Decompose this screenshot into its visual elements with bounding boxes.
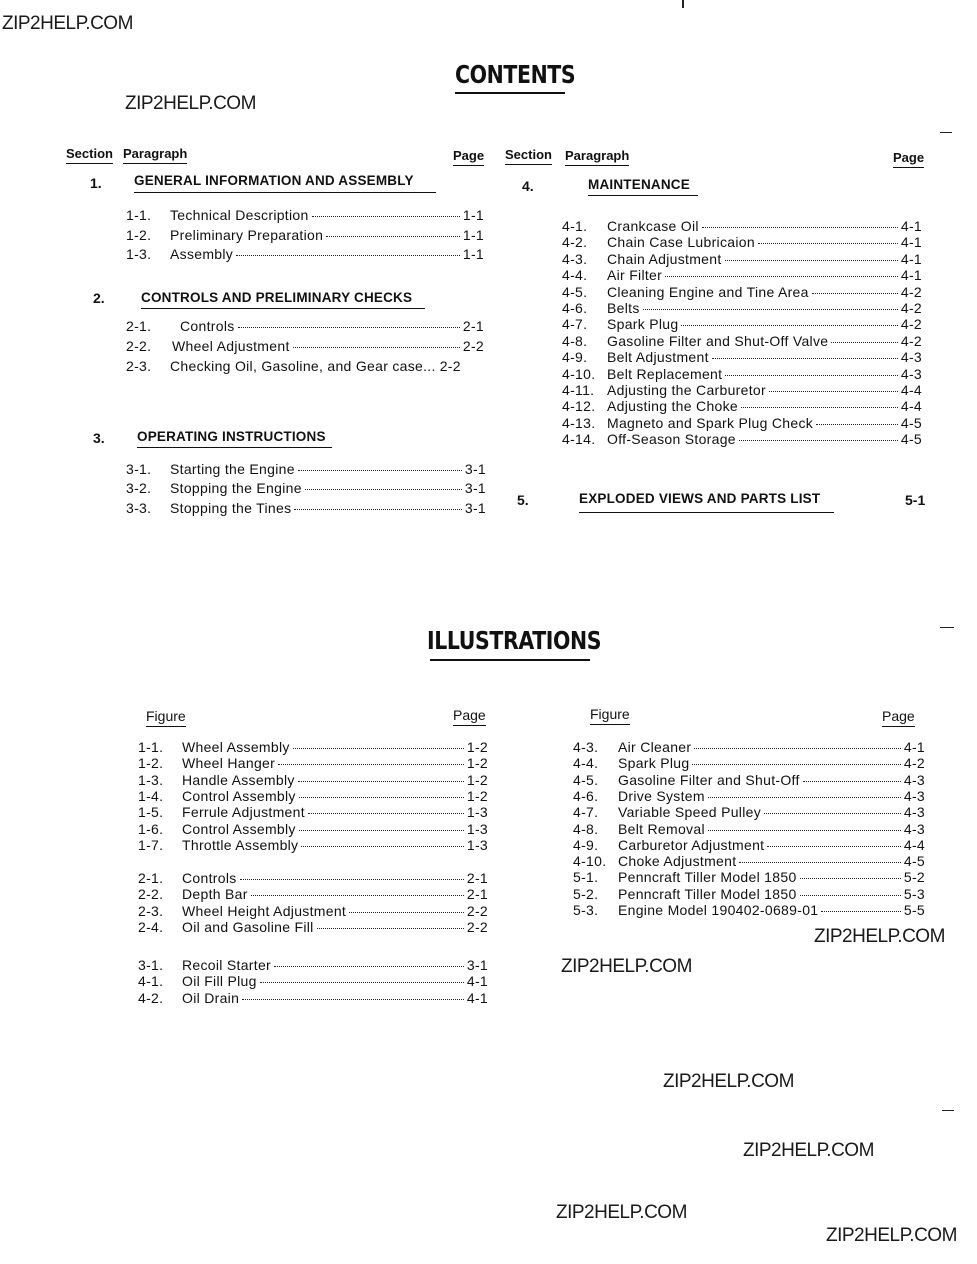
toc-row[interactable] (573, 755, 925, 771)
toc-row[interactable] (562, 267, 922, 283)
dot-leader (293, 347, 460, 348)
row-page: 4-3 (903, 804, 925, 821)
row-label: Checking Oil, Gasoline, and Gear case... (170, 358, 436, 374)
row-label: Crankcase Oil (607, 218, 699, 234)
dot-leader (739, 440, 898, 441)
dot-leader (305, 489, 462, 490)
toc-row[interactable] (562, 415, 922, 431)
row-number: 4-10. (562, 365, 596, 382)
row-number: 3-1. (126, 461, 152, 477)
section-title: OPERATING INSTRUCTIONS (137, 429, 326, 444)
dot-leader (312, 216, 460, 217)
row-number: 2-3. (126, 358, 152, 374)
row-label: Engine Model 190402-0689-01 (618, 902, 819, 918)
toc-row[interactable] (138, 903, 488, 919)
section-header-right: Section (505, 147, 552, 165)
watermark: ZIP2HELP.COM (826, 1225, 957, 1246)
dot-leader (298, 470, 462, 471)
toc-row[interactable] (562, 251, 922, 267)
section-title: MAINTENANCE (588, 177, 690, 192)
row-number: 1-1. (138, 739, 164, 755)
row-number: 4-7. (573, 804, 599, 821)
row-page: 4-5 (900, 414, 922, 431)
dot-leader (299, 830, 464, 831)
title-underline (430, 659, 590, 661)
row-page: 1-2 (466, 739, 488, 755)
toc-row[interactable] (138, 821, 488, 837)
row-number: 4-14. (562, 431, 596, 448)
toc-row[interactable] (573, 869, 925, 885)
dot-leader (708, 797, 901, 798)
dot-leader (767, 846, 900, 847)
toc-row[interactable] (126, 338, 484, 354)
row-label: Oil and Gasoline Fill (182, 918, 314, 935)
dot-leader (326, 236, 460, 237)
dot-leader (725, 375, 898, 376)
toc-row[interactable] (573, 886, 925, 902)
row-label: Choke Adjustment (618, 853, 737, 870)
toc-row[interactable] (573, 837, 925, 853)
dot-leader (769, 391, 898, 392)
row-number: 4-2. (562, 234, 588, 251)
row-number: 4-9. (573, 836, 599, 853)
row-label: Air Cleaner (618, 739, 692, 755)
section-number: 1. (90, 175, 102, 191)
toc-row[interactable] (562, 284, 922, 300)
toc-row[interactable] (562, 218, 922, 234)
row-page: 5-3 (903, 885, 925, 902)
section-title: CONTROLS AND PRELIMINARY CHECKS (141, 290, 413, 305)
row-number: 1-5. (138, 804, 164, 821)
toc-row[interactable] (562, 234, 922, 250)
toc-row[interactable] (562, 349, 922, 365)
section-header-left: Section (66, 146, 113, 164)
row-number: 4-1. (562, 218, 588, 234)
row-number: 1-1. (126, 207, 152, 223)
row-page: 4-5 (900, 431, 922, 448)
row-number: 2-2. (138, 886, 164, 903)
row-number: 4-1. (138, 973, 164, 990)
dot-leader (349, 912, 464, 913)
row-number: 4-5. (562, 283, 588, 300)
row-page: 2-1 (466, 886, 488, 903)
row-page: 4-1 (466, 973, 488, 990)
toc-row[interactable] (126, 358, 484, 374)
dot-leader (708, 830, 901, 831)
row-number: 5-2. (573, 885, 599, 902)
section-title: GENERAL INFORMATION AND ASSEMBLY (134, 173, 414, 188)
row-page: 4-3 (900, 365, 922, 382)
toc-row[interactable] (562, 366, 922, 382)
dot-leader (242, 999, 464, 1000)
row-number: 1-2. (138, 755, 164, 772)
row-label: Belt Adjustment (607, 349, 709, 366)
row-page: 4-4 (900, 382, 922, 398)
toc-row[interactable] (138, 739, 488, 755)
row-page: 4-1 (900, 250, 922, 267)
row-page: 1-2 (466, 771, 488, 788)
section-title: EXPLODED VIEWS AND PARTS LIST (579, 491, 821, 506)
dot-leader (692, 764, 900, 765)
row-number: 4-6. (573, 787, 599, 804)
row-number: 1-7. (138, 836, 164, 853)
row-label: Belt Removal (618, 820, 705, 837)
row-page: 4-3 (903, 820, 925, 837)
toc-row[interactable] (126, 500, 486, 516)
row-page: 2-2 (466, 918, 488, 935)
row-number: 4-2. (138, 989, 164, 1006)
dot-leader (317, 928, 464, 929)
row-label: Gasoline Filter and Shut-Off (618, 771, 800, 788)
toc-row[interactable] (138, 990, 488, 1006)
row-number: 3-1. (138, 957, 164, 973)
row-page: 4-3 (900, 349, 922, 366)
row-number: 4-4. (562, 267, 588, 284)
row-page: 4-2 (900, 283, 922, 300)
row-number: 4-8. (573, 820, 599, 837)
dot-leader (251, 895, 464, 896)
toc-row[interactable] (126, 480, 486, 496)
row-page: 2-2 (462, 338, 484, 354)
row-page: 1-1 (462, 207, 484, 223)
dot-leader (831, 342, 898, 343)
paragraph-header-left: Paragraph (123, 146, 187, 164)
row-label: Belts (607, 300, 640, 316)
row-label: Ferrule Adjustment (182, 804, 305, 821)
toc-row[interactable] (138, 957, 488, 973)
section-number: 4. (522, 178, 534, 194)
toc-row[interactable] (562, 398, 922, 414)
row-page: 3-1 (464, 461, 486, 477)
row-page: 4-2 (900, 300, 922, 316)
row-page: 4-5 (903, 853, 925, 870)
toc-row[interactable] (138, 804, 488, 820)
row-label: Assembly (170, 246, 234, 262)
row-number: 3-2. (126, 480, 152, 496)
row-number: 4-12. (562, 398, 596, 415)
row-page: 4-1 (900, 218, 922, 234)
row-number: 2-3. (138, 902, 164, 919)
row-number: 1-3. (126, 246, 152, 262)
toc-row[interactable] (573, 788, 925, 804)
paragraph-header-right: Paragraph (565, 148, 629, 166)
row-number: 5-3. (573, 902, 599, 918)
row-label: Depth Bar (182, 886, 248, 903)
row-page: 1-3 (466, 804, 488, 821)
toc-row[interactable] (126, 227, 484, 243)
dot-leader (681, 325, 897, 326)
row-label: Penncraft Tiller Model 1850 (618, 869, 797, 886)
row-number: 1-6. (138, 820, 164, 837)
scan-mark (942, 1110, 954, 1111)
row-number: 4-10. (573, 853, 607, 870)
page-header-right: Page (882, 708, 915, 727)
row-number: 4-8. (562, 332, 588, 349)
toc-row[interactable] (138, 870, 488, 886)
toc-row[interactable] (138, 788, 488, 804)
toc-row[interactable] (562, 316, 922, 332)
dot-leader (299, 797, 464, 798)
toc-row[interactable] (138, 973, 488, 989)
row-page: 2-2 (439, 358, 461, 374)
row-page: 1-2 (466, 787, 488, 804)
row-label: Adjusting the Choke (607, 398, 739, 415)
row-number: 4-3. (562, 250, 588, 267)
dot-leader (764, 813, 901, 814)
row-page: 4-2 (903, 755, 925, 772)
row-number: 5-1. (573, 869, 599, 886)
toc-row[interactable] (138, 919, 488, 935)
row-label: Chain Adjustment (607, 250, 722, 267)
watermark: ZIP2HELP.COM (556, 1202, 687, 1223)
dot-leader (712, 358, 898, 359)
toc-row[interactable] (573, 739, 925, 755)
row-label: Technical Description (170, 207, 309, 223)
row-number: 4-7. (562, 316, 588, 333)
dot-leader (800, 895, 901, 896)
row-label: Wheel Adjustment (172, 338, 290, 354)
row-number: 2-1. (138, 870, 164, 886)
toc-row[interactable] (573, 772, 925, 788)
watermark: ZIP2HELP.COM (125, 93, 256, 114)
dot-leader (702, 227, 898, 228)
row-number: 4-6. (562, 300, 588, 316)
watermark: ZIP2HELP.COM (814, 926, 945, 947)
row-label: Gasoline Filter and Shut-Off Valve (607, 332, 829, 349)
row-page: 2-2 (466, 902, 488, 919)
dot-leader (800, 878, 901, 879)
row-page: 4-3 (903, 787, 925, 804)
row-number: 4-9. (562, 349, 588, 366)
row-label: Recoil Starter (182, 957, 272, 973)
row-page: 1-3 (466, 820, 488, 837)
dot-leader (816, 424, 898, 425)
row-number: 4-5. (573, 771, 599, 788)
row-label: Throttle Assembly (182, 836, 299, 853)
dot-leader (812, 293, 898, 294)
dot-leader (643, 309, 898, 310)
row-number: 1-3. (138, 771, 164, 788)
toc-row[interactable] (126, 246, 484, 262)
watermark: ZIP2HELP.COM (561, 956, 692, 977)
toc-row[interactable] (573, 902, 925, 918)
row-label: Wheel Hanger (182, 755, 276, 772)
toc-row[interactable] (573, 853, 925, 869)
row-page: 1-2 (466, 755, 488, 772)
toc-row[interactable] (573, 821, 925, 837)
toc-row[interactable] (138, 772, 488, 788)
dot-leader (803, 781, 901, 782)
row-page: 3-1 (464, 480, 486, 496)
page-header-right: Page (893, 150, 924, 168)
row-page: 1-3 (466, 836, 488, 853)
page-header-left: Page (453, 148, 484, 166)
row-number: 4-13. (562, 414, 596, 431)
dot-leader (301, 846, 463, 847)
scan-mark (682, 0, 684, 8)
dot-leader (274, 966, 464, 967)
row-page: 2-1 (462, 318, 484, 334)
watermark: ZIP2HELP.COM (2, 13, 133, 34)
row-label: Carburetor Adjustment (618, 836, 765, 853)
row-page: 3-1 (466, 957, 488, 973)
scan-mark (940, 627, 954, 628)
row-label: Controls (180, 318, 235, 334)
dot-leader (694, 748, 901, 749)
row-label: Cleaning Engine and Tine Area (607, 283, 809, 300)
row-label: Chain Case Lubricaion (607, 234, 755, 251)
row-label: Wheel Assembly (182, 739, 290, 755)
dot-leader (278, 764, 464, 765)
row-page: 3-1 (464, 500, 486, 516)
dot-leader (821, 911, 900, 912)
contents-title: CONTENTS (455, 60, 576, 89)
row-label: Control Assembly (182, 787, 296, 804)
row-page: 4-1 (466, 989, 488, 1006)
row-label: Starting the Engine (170, 461, 295, 477)
row-number: 2-1. (126, 318, 152, 334)
toc-row[interactable] (573, 804, 925, 820)
dot-leader (298, 781, 464, 782)
dot-leader (758, 243, 898, 244)
row-page: 5-5 (903, 902, 925, 918)
toc-row[interactable] (138, 886, 488, 902)
row-page: 4-3 (903, 771, 925, 788)
row-label: Wheel Height Adjustment (182, 902, 347, 919)
section-number: 5. (517, 492, 529, 508)
row-page: 4-1 (903, 739, 925, 755)
row-page: 4-2 (900, 332, 922, 349)
row-label: Belt Replacement (607, 365, 723, 382)
row-page: 5-2 (903, 869, 925, 886)
row-label: Spark Plug (618, 755, 690, 772)
row-number: 2-4. (138, 918, 164, 935)
row-number: 1-4. (138, 787, 164, 804)
row-label: Variable Speed Pulley (618, 804, 762, 821)
watermark: ZIP2HELP.COM (663, 1071, 794, 1092)
row-page: 4-2 (900, 316, 922, 333)
row-label: Penncraft Tiller Model 1850 (618, 885, 797, 902)
watermark: ZIP2HELP.COM (743, 1140, 874, 1161)
row-label: Controls (182, 870, 237, 886)
dot-leader (294, 509, 461, 510)
row-label: Handle Assembly (182, 771, 295, 788)
row-label: Adjusting the Carburetor (607, 382, 766, 398)
section-number: 3. (93, 430, 105, 446)
scan-mark (940, 132, 952, 133)
toc-row[interactable] (138, 755, 488, 771)
toc-row[interactable] (562, 382, 922, 398)
row-page: 1-1 (462, 246, 484, 262)
row-label: Drive System (618, 787, 705, 804)
row-number: 4-11. (562, 382, 595, 398)
row-page: 4-1 (900, 234, 922, 251)
row-number: 3-3. (126, 500, 152, 516)
dot-leader (665, 276, 898, 277)
dot-leader (739, 862, 900, 863)
toc-row[interactable] (126, 207, 484, 223)
section-number: 2. (93, 290, 105, 306)
toc-row[interactable] (138, 837, 488, 853)
row-number: 2-2. (126, 338, 152, 354)
dot-leader (308, 813, 464, 814)
toc-row[interactable] (126, 461, 486, 477)
dot-leader (293, 748, 464, 749)
toc-row[interactable] (562, 333, 922, 349)
row-page: 4-4 (903, 836, 925, 853)
row-label: Control Assembly (182, 820, 296, 837)
row-page: 2-1 (466, 870, 488, 886)
row-label: Off-Season Storage (607, 431, 736, 448)
dot-leader (238, 327, 460, 328)
row-page: 4-4 (900, 398, 922, 415)
dot-leader (260, 982, 464, 983)
row-page: 1-1 (462, 227, 484, 243)
figure-header-right: Figure (590, 706, 630, 725)
figure-header-left: Figure (146, 708, 186, 727)
row-label: Oil Drain (182, 989, 240, 1006)
illustrations-title: ILLUSTRATIONS (427, 626, 602, 655)
title-underline (455, 92, 565, 94)
row-page: 4-1 (900, 267, 922, 284)
dot-leader (236, 255, 460, 256)
row-label: Stopping the Engine (170, 480, 302, 496)
dot-leader (741, 407, 898, 408)
section-page: 5-1 (905, 492, 926, 508)
row-number: 1-2. (126, 227, 152, 243)
dot-leader (240, 879, 464, 880)
page-header-left: Page (453, 707, 486, 726)
toc-row[interactable] (562, 431, 922, 447)
row-label: Air Filter (607, 267, 663, 284)
dot-leader (725, 260, 898, 261)
row-label: Magneto and Spark Plug Check (607, 414, 814, 431)
row-number: 4-3. (573, 739, 599, 755)
row-number: 4-4. (573, 755, 599, 772)
row-label: Oil Fill Plug (182, 973, 257, 990)
toc-row[interactable] (562, 300, 922, 316)
row-label: Preliminary Preparation (170, 227, 324, 243)
row-label: Spark Plug (607, 316, 679, 333)
row-label: Stopping the Tines (170, 500, 292, 516)
toc-row[interactable] (126, 318, 484, 334)
